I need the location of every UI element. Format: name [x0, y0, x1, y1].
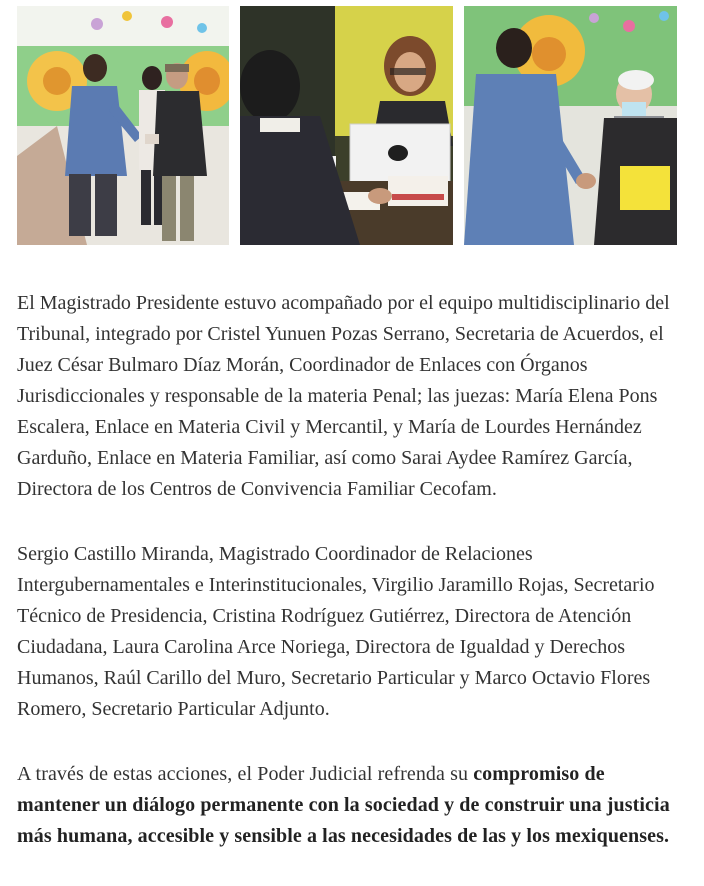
gallery-photo-2[interactable]	[240, 6, 453, 245]
article-paragraph-1: El Magistrado Presidente estuvo acompañado por el equipo multidisciplinario del Tribunal, integrado por Cristel Yunuen Pozas Serrano, Secretaria de Acuerdos, el Juez César Bulmaro Díaz Morán, Coordinador de Enlaces con Órganos Jurisdiccionales y responsable de la materia Penal; las juezas: María Elena Pons Escalera, Enlace en Materia Civil y Mercantil, y María de Lourdes Hernández Garduño, Enlace en Materia Familiar, así como Sarai Aydee Ramírez García, Directora de los Centros de Convivencia Familiar Cecofam.	[17, 292, 670, 500]
gallery-photo-1[interactable]	[17, 6, 229, 245]
photo-gallery	[17, 6, 677, 245]
article-paragraph-3	[17, 759, 685, 852]
article-paragraph-2: Sergio Castillo Miranda, Magistrado Coordinador de Relaciones Intergubernamentales e Interinstitucionales, Virgilio Jaramillo Rojas, Secretario Técnico de Presidencia, Cristina Rodríguez Gutiérrez, Directora de Atención Ciudadana, Laura Carolina Arce Noriega, Directora de Igualdad y Derechos Humanos, Raúl Carillo del Muro, Secretario Particular y Marco Octavio Flores Romero, Secretario Particular Adjunto.	[17, 543, 655, 720]
desk-meeting-photo-icon	[240, 6, 453, 245]
article-paragraph-3-lead: A través de estas acciones, el Poder Judicial refrenda su	[17, 763, 474, 785]
article-paragraph-3-emphasis: compromiso de mantener un diálogo permanente con la sociedad y de construir una justicia más humana, accesible y sensible a las necesidades de las y los mexiquenses.	[17, 763, 670, 847]
article-body	[17, 288, 685, 852]
gallery-photo-3[interactable]	[464, 6, 677, 245]
handshake-photo-icon	[17, 6, 229, 245]
elderly-handshake-photo-icon	[464, 6, 677, 245]
